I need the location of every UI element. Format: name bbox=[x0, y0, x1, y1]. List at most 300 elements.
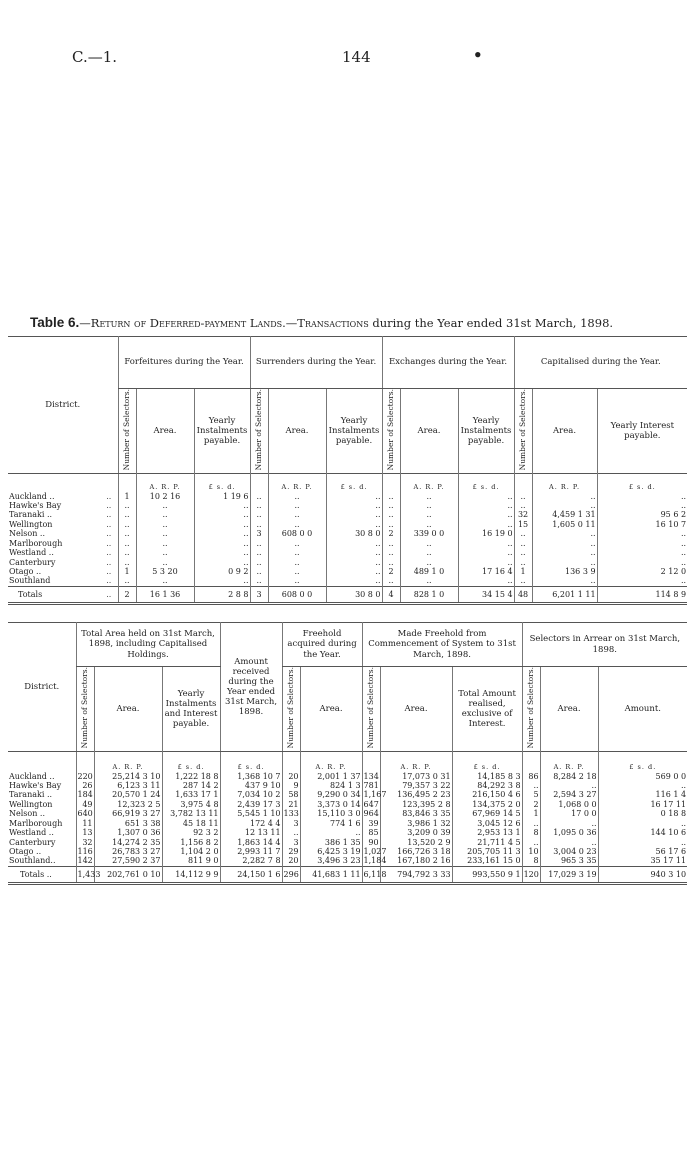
table-cell: 1,068 0 0 bbox=[540, 800, 598, 809]
table-cell: .. bbox=[268, 492, 326, 501]
district-dots: .. bbox=[106, 548, 112, 558]
table-cell: .. bbox=[136, 548, 194, 557]
table-cell: .. bbox=[268, 501, 326, 510]
total-cell: 120 bbox=[522, 866, 540, 883]
unit-area: A. R. P. bbox=[540, 764, 598, 772]
table-cell: 32 bbox=[514, 510, 532, 519]
district-header: District. bbox=[8, 337, 118, 474]
total-cell: 14,112 9 9 bbox=[162, 866, 220, 883]
table-cell: 964 bbox=[363, 809, 379, 819]
table-cell: .. bbox=[326, 501, 382, 510]
table-cell: .. bbox=[326, 520, 382, 529]
table-cell: .. bbox=[597, 539, 687, 548]
table-cell: 49 bbox=[76, 800, 94, 809]
table-cell: 2 bbox=[382, 529, 400, 538]
table-cell: 58 bbox=[282, 790, 300, 799]
table-cell: 26 bbox=[76, 781, 94, 790]
table-cell: 1 bbox=[118, 567, 136, 576]
col-area: Area. bbox=[380, 667, 452, 752]
district-name: Hawke's Bay bbox=[9, 500, 62, 510]
table-cell: 13,520 2 9 bbox=[380, 838, 452, 847]
district-name: Westland .. bbox=[9, 548, 54, 558]
totals-row bbox=[8, 586, 687, 603]
page-number: 144 bbox=[342, 48, 371, 66]
table-cell: 287 14 2 bbox=[162, 781, 220, 790]
table-cell: .. bbox=[268, 548, 326, 557]
table-row bbox=[8, 501, 687, 510]
exchanges-header: Exchanges during the Year. bbox=[382, 337, 514, 389]
table-cell: 5,545 1 10 bbox=[220, 809, 282, 818]
table-cell: .. bbox=[458, 539, 514, 548]
district-name: Taranaki .. bbox=[9, 510, 53, 520]
table-cell: 3 bbox=[282, 819, 300, 828]
col-num-selectors: Number of Selectors. bbox=[366, 667, 376, 749]
total-cell: 296 bbox=[282, 866, 300, 883]
totals-row bbox=[8, 866, 687, 883]
unit-area: A. R. P. bbox=[380, 764, 452, 772]
made-freehold-header: Made Freehold from Commencement of System to 31st March, 1898. bbox=[362, 623, 522, 667]
table-cell: 133 bbox=[283, 809, 299, 819]
table-cell: 824 1 3 bbox=[300, 781, 362, 790]
table-cell: .. bbox=[597, 529, 687, 538]
table-row bbox=[8, 510, 687, 519]
table-cell: .. bbox=[268, 510, 326, 519]
total-cell: 30 8 0 bbox=[326, 586, 382, 603]
table-cell: 10 2 16 bbox=[136, 492, 194, 501]
table-cell: .. bbox=[532, 558, 597, 567]
total-cell: 48 bbox=[514, 586, 532, 603]
total-cell: 202,761 0 10 bbox=[94, 866, 162, 883]
table-cell: .. bbox=[400, 510, 458, 519]
district-name: Marlborough bbox=[9, 818, 63, 828]
table-cell: .. bbox=[194, 548, 250, 557]
table-title bbox=[30, 315, 680, 330]
table-cell: 0 9 2 bbox=[194, 567, 250, 576]
table-cell: 1,095 0 36 bbox=[540, 828, 598, 837]
table-cell: .. bbox=[136, 529, 194, 538]
table-cell: .. bbox=[118, 529, 136, 538]
table-cell: 17,073 0 31 bbox=[380, 772, 452, 781]
table-cell: .. bbox=[514, 492, 532, 501]
table-cell: 144 10 6 bbox=[598, 828, 687, 837]
table-cell: .. bbox=[382, 548, 400, 557]
table-cell: 1,863 14 4 bbox=[220, 838, 282, 847]
table-cell: 83,846 3 35 bbox=[380, 809, 452, 818]
total-cell: 1,433 bbox=[76, 866, 94, 883]
table-cell: .. bbox=[382, 539, 400, 548]
table-cell: 20 bbox=[282, 772, 300, 781]
table-number: Table 6. bbox=[30, 315, 80, 330]
col-area: Area. bbox=[94, 667, 162, 752]
table-cell: 216,150 4 6 bbox=[452, 790, 522, 799]
col-area: Area. bbox=[400, 389, 458, 474]
table-cell: .. bbox=[268, 539, 326, 548]
district-name: Nelson .. bbox=[9, 529, 45, 539]
table-cell: 8 bbox=[522, 828, 540, 837]
district-dots: .. bbox=[106, 567, 112, 577]
table-cell: .. bbox=[118, 576, 136, 586]
district-name: Taranaki .. bbox=[9, 790, 53, 800]
table-row bbox=[8, 847, 687, 856]
table-cell: .. bbox=[522, 819, 540, 828]
table-cell: 17 0 0 bbox=[540, 809, 598, 818]
district-dots: .. bbox=[106, 491, 112, 501]
district-dots: .. bbox=[106, 538, 112, 548]
table-cell: .. bbox=[326, 539, 382, 548]
table-cell: .. bbox=[458, 510, 514, 519]
table-cell: .. bbox=[250, 501, 268, 510]
table-cell: 10 bbox=[522, 847, 540, 856]
col-yearly: Yearly Instalments and Interest payable. bbox=[162, 667, 220, 752]
district-name: Otago .. bbox=[9, 847, 42, 857]
table-cell: 25,214 3 10 bbox=[94, 772, 162, 781]
totals-label: Totals .. bbox=[20, 869, 52, 879]
table-row bbox=[8, 790, 687, 799]
unit-area: A. R. P. bbox=[300, 764, 362, 772]
table-cell: 27,590 2 37 bbox=[94, 856, 162, 866]
table-cell: .. bbox=[458, 520, 514, 529]
table-cell: 66,919 3 27 bbox=[94, 809, 162, 818]
table-cell: 3,045 12 6 bbox=[452, 819, 522, 828]
district-dots: .. bbox=[106, 519, 112, 529]
table-cell: .. bbox=[194, 520, 250, 529]
district-dots: .. bbox=[106, 500, 112, 510]
table-cell: .. bbox=[382, 492, 400, 501]
table-cell: .. bbox=[514, 548, 532, 557]
total-cell: 993,550 9 1 bbox=[452, 866, 522, 883]
table-cell: 172 4 4 bbox=[220, 819, 282, 828]
table-cell: .. bbox=[598, 781, 687, 790]
table-cell: .. bbox=[194, 529, 250, 538]
table-row bbox=[8, 520, 687, 529]
table-cell: .. bbox=[597, 558, 687, 567]
table-cell: .. bbox=[458, 576, 514, 586]
table-cell: 3,986 1 32 bbox=[380, 819, 452, 828]
table-row bbox=[8, 492, 687, 501]
col-num-selectors: Number of Selectors. bbox=[526, 667, 536, 749]
unit-money: £ s. d. bbox=[598, 764, 687, 772]
table-cell: 1,104 2 0 bbox=[162, 847, 220, 856]
table-cell: .. bbox=[250, 510, 268, 519]
table-cell: .. bbox=[136, 558, 194, 567]
table-cell: .. bbox=[532, 501, 597, 510]
table-cell: 781 bbox=[363, 780, 379, 790]
table-cell: .. bbox=[540, 819, 598, 828]
table-cell: .. bbox=[194, 576, 250, 586]
amount-received-header: Amount received during the Year ended 31st March, 1898. bbox=[220, 623, 282, 752]
table-cell: 9 bbox=[282, 781, 300, 790]
unit-area: A. R. P. bbox=[136, 484, 194, 492]
unit-area: A. R. P. bbox=[268, 484, 326, 492]
table-cell: 1 bbox=[522, 809, 540, 818]
table-row bbox=[8, 819, 687, 828]
district-name: Westland .. bbox=[9, 828, 54, 838]
table-cell: 2,993 11 7 bbox=[220, 847, 282, 856]
table-cell: .. bbox=[532, 529, 597, 538]
table-cell: .. bbox=[400, 501, 458, 510]
table-cell: 20 bbox=[282, 856, 300, 866]
table-cell: 4,459 1 31 bbox=[532, 510, 597, 519]
table-cell: 167,180 2 16 bbox=[380, 856, 452, 866]
table-cell: .. bbox=[458, 492, 514, 501]
table-row bbox=[8, 539, 687, 548]
table-cell: 2 bbox=[382, 567, 400, 576]
table-cell: 569 0 0 bbox=[598, 772, 687, 781]
table-cell: .. bbox=[514, 529, 532, 538]
table-cell: .. bbox=[597, 576, 687, 586]
district-name: Auckland .. bbox=[9, 491, 55, 501]
table-cell: 1,222 18 8 bbox=[162, 772, 220, 781]
table-cell: 14,274 2 35 bbox=[94, 838, 162, 847]
total-cell: 4 bbox=[382, 586, 400, 603]
col-area: Area. bbox=[540, 667, 598, 752]
col-area: Area. bbox=[268, 389, 326, 474]
table-cell: 965 3 35 bbox=[540, 856, 598, 866]
district-header: District. bbox=[8, 623, 76, 752]
freehold-header: Freehold acquired during the Year. bbox=[282, 623, 362, 667]
table-cell: .. bbox=[514, 539, 532, 548]
district-name: Southland bbox=[9, 576, 51, 586]
table-cell: 489 1 0 bbox=[400, 567, 458, 576]
table-cell: 2,594 3 27 bbox=[540, 790, 598, 799]
table-cell: .. bbox=[326, 558, 382, 567]
table-cell: 2,282 7 8 bbox=[220, 856, 282, 866]
table-cell: 14,185 8 3 bbox=[452, 772, 522, 781]
table-cell: .. bbox=[597, 492, 687, 501]
col-num-selectors: Number of Selectors. bbox=[122, 389, 132, 471]
table-row bbox=[8, 529, 687, 538]
table-cell: .. bbox=[400, 492, 458, 501]
table-cell: .. bbox=[532, 576, 597, 586]
table-cell: 9,290 0 34 bbox=[300, 790, 362, 799]
table-cell: .. bbox=[400, 576, 458, 586]
table-cell: 21 bbox=[282, 800, 300, 809]
col-num-selectors: Number of Selectors. bbox=[518, 389, 528, 471]
table-cell: .. bbox=[268, 567, 326, 576]
table-row bbox=[8, 558, 687, 567]
table-cell: 95 6 2 bbox=[597, 510, 687, 519]
table-cell: 3,975 4 8 bbox=[162, 800, 220, 809]
table-row bbox=[8, 828, 687, 837]
col-area: Area. bbox=[532, 389, 597, 474]
table-row bbox=[8, 856, 687, 866]
table-cell: 8,284 2 18 bbox=[540, 772, 598, 781]
table-cell: .. bbox=[118, 520, 136, 529]
table-cell: 92 3 2 bbox=[162, 828, 220, 837]
table-cell: 0 18 8 bbox=[598, 809, 687, 818]
table-cell: 39 bbox=[362, 819, 380, 828]
district-name: Marlborough bbox=[9, 538, 63, 548]
table-cell: .. bbox=[136, 576, 194, 586]
district-dots: .. bbox=[106, 557, 112, 567]
table-cell: 233,161 15 0 bbox=[452, 856, 522, 866]
table-cell: 184 bbox=[77, 790, 93, 800]
table-cell: .. bbox=[532, 492, 597, 501]
unit-money: £ s. d. bbox=[458, 484, 514, 492]
table-cell: .. bbox=[194, 510, 250, 519]
table-cell: .. bbox=[118, 558, 136, 567]
district-name: Auckland .. bbox=[9, 771, 55, 781]
table-cell: 1 bbox=[514, 567, 532, 576]
table-cell: 166,726 3 18 bbox=[380, 847, 452, 856]
table-cell: 142 bbox=[77, 856, 93, 866]
district-name: Otago .. bbox=[9, 567, 42, 577]
table-cell: .. bbox=[458, 501, 514, 510]
table-row bbox=[8, 576, 687, 586]
col-amount: Amount. bbox=[598, 667, 687, 752]
table-cell: 5 bbox=[522, 790, 540, 799]
district-dots: .. bbox=[106, 576, 112, 586]
table-cell: .. bbox=[136, 539, 194, 548]
capitalised-header: Capitalised during the Year. bbox=[514, 337, 687, 389]
table-cell: .. bbox=[326, 576, 382, 586]
table-cell: .. bbox=[250, 520, 268, 529]
table-cell: 2,439 17 3 bbox=[220, 800, 282, 809]
table-cell: .. bbox=[250, 567, 268, 576]
table-cell: 2,953 13 1 bbox=[452, 828, 522, 837]
table-cell: 1 19 6 bbox=[194, 492, 250, 501]
table-cell: 15,110 3 0 bbox=[300, 809, 362, 818]
table-cell: 116 bbox=[77, 847, 93, 857]
table-cell: .. bbox=[458, 548, 514, 557]
total-cell: 34 15 4 bbox=[458, 586, 514, 603]
table-cell: 17 16 4 bbox=[458, 567, 514, 576]
unit-money: £ s. d. bbox=[162, 764, 220, 772]
transactions-table bbox=[8, 336, 687, 605]
table-row bbox=[8, 800, 687, 809]
table-cell: 45 18 11 bbox=[162, 819, 220, 828]
table-cell: 3 bbox=[250, 529, 268, 538]
table-cell: 1,307 0 36 bbox=[94, 828, 162, 837]
table-cell: .. bbox=[250, 492, 268, 501]
col-yearly-interest: Yearly Interest payable. bbox=[597, 389, 687, 474]
table-cell: 134,375 2 0 bbox=[452, 800, 522, 809]
table-cell: 11 bbox=[76, 819, 94, 828]
table-row bbox=[8, 772, 687, 781]
total-cell: 828 1 0 bbox=[400, 586, 458, 603]
total-cell: 17,029 3 19 bbox=[540, 866, 598, 883]
table-cell: 5 3 20 bbox=[136, 567, 194, 576]
table-cell: 1,167 bbox=[363, 790, 387, 800]
table-cell: .. bbox=[382, 576, 400, 586]
col-area: Area. bbox=[136, 389, 194, 474]
table-cell: 220 bbox=[77, 771, 93, 781]
district-name: Canterbury bbox=[9, 557, 56, 567]
table-cell: 16 19 0 bbox=[458, 529, 514, 538]
table-cell: .. bbox=[136, 510, 194, 519]
holdings-table bbox=[8, 622, 687, 885]
unit-money: £ s. d. bbox=[597, 484, 687, 492]
table-cell: 15 bbox=[514, 520, 532, 529]
table-cell: .. bbox=[382, 520, 400, 529]
table-cell: .. bbox=[282, 828, 300, 837]
district-name: Nelson .. bbox=[9, 809, 45, 819]
table-cell: .. bbox=[194, 539, 250, 548]
table-cell: 205,705 11 3 bbox=[452, 847, 522, 856]
total-cell: 608 0 0 bbox=[268, 586, 326, 603]
table-cell: 3,782 13 11 bbox=[162, 809, 220, 818]
table-cell: 1,605 0 11 bbox=[532, 520, 597, 529]
table-cell: 20,570 1 24 bbox=[94, 790, 162, 799]
table-cell: 56 17 6 bbox=[598, 847, 687, 856]
table-cell: .. bbox=[268, 520, 326, 529]
table-cell: .. bbox=[250, 558, 268, 567]
table-cell: .. bbox=[118, 501, 136, 510]
table-cell: 3,209 0 39 bbox=[380, 828, 452, 837]
table-cell: .. bbox=[400, 520, 458, 529]
col-num-selectors: Number of Selectors. bbox=[386, 389, 396, 471]
table-cell: 640 bbox=[77, 809, 93, 819]
forfeitures-header: Forfeitures during the Year. bbox=[118, 337, 250, 389]
table-cell: .. bbox=[382, 558, 400, 567]
total-cell: 6,201 1 11 bbox=[532, 586, 597, 603]
district-name: Southland.. bbox=[9, 856, 56, 866]
table-cell: 12,323 2 5 bbox=[94, 800, 162, 809]
table-cell: .. bbox=[514, 501, 532, 510]
table-row bbox=[8, 838, 687, 847]
table-cell: .. bbox=[326, 510, 382, 519]
total-cell: 3 bbox=[250, 586, 268, 603]
table-cell: 134 bbox=[363, 771, 379, 781]
table-cell: 85 bbox=[362, 828, 380, 837]
table-cell: 3,004 0 23 bbox=[540, 847, 598, 856]
table-cell: 32 bbox=[76, 838, 94, 847]
table-cell: .. bbox=[514, 576, 532, 586]
page-mark: • bbox=[473, 46, 483, 64]
table-cell: 1,184 bbox=[363, 856, 387, 866]
surrenders-header: Surrenders during the Year. bbox=[250, 337, 382, 389]
table-cell: .. bbox=[118, 510, 136, 519]
table-cell: 116 1 4 bbox=[598, 790, 687, 799]
table-cell: 79,357 3 22 bbox=[380, 781, 452, 790]
table-cell: 29 bbox=[282, 847, 300, 856]
table-cell: 437 9 10 bbox=[220, 781, 282, 790]
table-title-rest: during the Year ended 31st March, 1898. bbox=[368, 316, 614, 330]
table-cell: .. bbox=[598, 838, 687, 847]
district-name: Wellington bbox=[9, 799, 53, 809]
table-cell: .. bbox=[597, 548, 687, 557]
col-area: Area. bbox=[300, 667, 362, 752]
table-cell: 16 17 11 bbox=[598, 800, 687, 809]
total-cell: 940 3 10 bbox=[598, 866, 687, 883]
district-name: Wellington bbox=[9, 519, 53, 529]
unit-money: £ s. d. bbox=[194, 484, 250, 492]
total-area-header: Total Area held on 31st March, 1898, including Capitalised Holdings. bbox=[76, 623, 220, 667]
table-cell: .. bbox=[540, 781, 598, 790]
table-cell: .. bbox=[382, 501, 400, 510]
table-cell: .. bbox=[382, 510, 400, 519]
district-dots: .. bbox=[106, 589, 112, 599]
total-cell: 41,683 1 11 bbox=[300, 866, 362, 883]
table-cell: .. bbox=[598, 819, 687, 828]
table-cell: .. bbox=[118, 548, 136, 557]
table-cell: 339 0 0 bbox=[400, 529, 458, 538]
table-cell: .. bbox=[326, 492, 382, 501]
district-dots: .. bbox=[106, 529, 112, 539]
col-yearly: Yearly Instalments payable. bbox=[194, 389, 250, 474]
table-cell: 2 12 0 bbox=[597, 567, 687, 576]
table-cell: .. bbox=[250, 539, 268, 548]
table-cell: 13 bbox=[76, 828, 94, 837]
table-cell: .. bbox=[250, 548, 268, 557]
table-cell: .. bbox=[400, 539, 458, 548]
total-cell: 24,150 1 6 bbox=[220, 866, 282, 883]
col-num-selectors: Number of Selectors. bbox=[80, 667, 90, 749]
table-cell: 123,395 2 8 bbox=[380, 800, 452, 809]
table-row bbox=[8, 781, 687, 790]
table-cell: 811 9 0 bbox=[162, 856, 220, 866]
table-cell: 35 17 11 bbox=[598, 856, 687, 866]
